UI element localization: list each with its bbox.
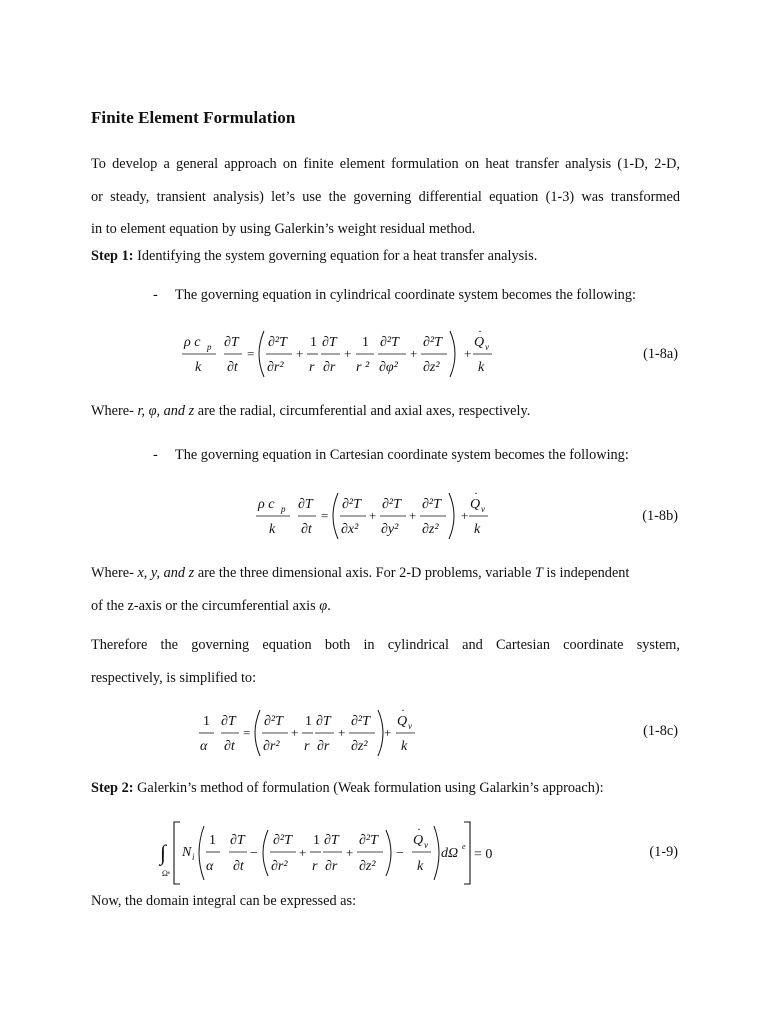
- eq-plus: +: [291, 725, 299, 740]
- equation-number-1-8b: (1-8b): [642, 508, 678, 524]
- inner-right-paren: [386, 830, 391, 876]
- eq-one: 1: [203, 714, 210, 729]
- bullet-cylindrical: [153, 287, 636, 304]
- eq-integral: ∫: [160, 840, 167, 865]
- eq-dz2: ∂z²: [423, 360, 440, 375]
- eq-dt: ∂t: [301, 522, 312, 537]
- bullet-text: The governing equation in cylindrical coordinate system becomes the following:: [175, 287, 636, 303]
- eq-dz2: ∂z²: [422, 522, 439, 537]
- eq-dr2: ∂r²: [263, 739, 280, 754]
- eq-dT: ∂T: [230, 833, 245, 848]
- eq-plus: +: [409, 508, 417, 523]
- eq-Q: Q: [470, 497, 481, 512]
- eq-d2T: ∂²T: [382, 497, 401, 512]
- eq-one: 1: [310, 335, 317, 350]
- eq-sup-e: e: [462, 842, 466, 851]
- where-cylindrical: [91, 396, 680, 426]
- eq-d2T: ∂²T: [351, 714, 370, 729]
- eq-rho-cp: ρ c: [258, 497, 275, 512]
- eq-d2T: ∂²T: [264, 714, 283, 729]
- eq-d2T: ∂²T: [342, 497, 361, 512]
- eq-plus: +: [464, 346, 472, 361]
- eq-plus: +: [369, 508, 377, 523]
- eq-plus: +: [461, 508, 469, 523]
- left-paren: [259, 331, 264, 377]
- eq-dT: ∂T: [298, 497, 313, 512]
- eq-Q: Q: [474, 335, 485, 350]
- therefore-line-1: Therefore the governing equation both in cylindrical and Cartesian coordinate system,: [91, 637, 680, 653]
- eq-N: N: [182, 845, 192, 860]
- eq-dT: ∂T: [316, 714, 331, 729]
- therefore-line-2: respectively, is simplified to:: [91, 669, 257, 686]
- therefore-paragraph: [91, 629, 680, 694]
- bullet-text: The governing equation in Cartesian coordinate system becomes the following:: [175, 447, 629, 463]
- bullet-cartesian: [153, 447, 629, 464]
- eq-equals: =: [243, 725, 251, 740]
- eq-dz2: ∂z²: [351, 739, 368, 754]
- eq-Q: Q: [413, 833, 424, 848]
- eq-dx2: ∂x²: [341, 522, 359, 537]
- eq-sub-v: v: [485, 342, 489, 352]
- bullet-dash: -: [153, 447, 158, 463]
- step1-text: Identifying the system governing equation for a heat transfer analysis.: [133, 248, 538, 264]
- eq-r: r: [304, 739, 310, 754]
- eq-dr: ∂r: [317, 739, 330, 754]
- eq-d2T: ∂²T: [359, 833, 378, 848]
- left-bracket: [174, 822, 180, 884]
- eq-plus: +: [296, 346, 304, 361]
- eq-alpha: α: [200, 739, 208, 754]
- eq-sub-v: v: [408, 721, 412, 731]
- eq-plus: +: [384, 725, 392, 740]
- equation-1-8c: [196, 705, 426, 757]
- eq-dphi2: ∂φ²: [379, 360, 398, 375]
- equation-1-8a: [180, 326, 500, 378]
- eq-dT: ∂T: [324, 833, 339, 848]
- step2-label: Step 2:: [91, 780, 134, 796]
- eq-dT: ∂T: [221, 714, 236, 729]
- variable-T: T: [534, 565, 543, 581]
- equation-1-8b: [254, 488, 494, 540]
- step1-label: Step 1:: [91, 248, 134, 264]
- intro-line-1: To develop a general approach on finite element formulation on heat transfer analysis (1-D, 2-D,: [91, 156, 680, 172]
- eq-plus: +: [410, 346, 418, 361]
- eq-dr: ∂r: [325, 859, 338, 874]
- outer-left-paren: [199, 826, 204, 880]
- equation-number-1-9: (1-9): [649, 844, 678, 860]
- eq-dOmega: dΩ: [441, 846, 459, 861]
- section-heading: Finite Element Formulation: [91, 108, 296, 127]
- eq-equals: =: [247, 346, 255, 361]
- left-paren: [255, 710, 260, 756]
- step2-text: Galerkin’s method of formulation (Weak formulation using Galarkin’s approach):: [133, 780, 604, 796]
- eq-plus: +: [346, 845, 354, 860]
- eq-dt: ∂t: [233, 859, 244, 874]
- where-variables: r, φ, and z: [137, 403, 195, 419]
- inner-left-paren: [263, 830, 268, 876]
- where-prefix: Where-: [91, 403, 134, 419]
- right-paren: [378, 710, 383, 756]
- eq-r: r: [309, 360, 315, 375]
- right-paren: [450, 331, 455, 377]
- eq-one: 1: [209, 833, 216, 848]
- equation-number-1-8a: (1-8a): [643, 346, 678, 362]
- eq-dz2: ∂z²: [359, 859, 376, 874]
- eq-dr2: ∂r²: [271, 859, 288, 874]
- where-variables: x, y, and z: [137, 565, 195, 581]
- eq-plus: +: [338, 725, 346, 740]
- eq-dT: ∂T: [224, 335, 239, 350]
- eq-one: 1: [362, 335, 369, 350]
- intro-paragraph: [91, 148, 680, 246]
- where-cartesian: [91, 557, 680, 622]
- eq-k: k: [474, 522, 481, 537]
- eq-plus: +: [299, 845, 307, 860]
- eq-minus: −: [396, 846, 404, 861]
- now-paragraph: Now, the domain integral can be expressed as:: [91, 893, 357, 909]
- where-line2-text: of the z-axis or the circumferential axis: [91, 597, 316, 614]
- eq-sub-i: i: [192, 852, 195, 862]
- eq-Q: Q: [397, 714, 408, 729]
- eq-dot: ·: [401, 703, 405, 717]
- eq-sub-p: p: [281, 504, 286, 514]
- outer-right-paren: [434, 826, 439, 880]
- eq-sub-v: v: [481, 504, 485, 514]
- period: .: [327, 597, 331, 614]
- where-prefix: Where-: [91, 565, 134, 581]
- eq-minus: −: [250, 846, 258, 861]
- eq-k: k: [401, 739, 408, 754]
- eq-dt: ∂t: [227, 360, 238, 375]
- equation-number-1-8c: (1-8c): [643, 723, 678, 739]
- eq-k: k: [195, 360, 202, 375]
- bullet-dash: -: [153, 287, 158, 303]
- eq-d2T: ∂²T: [273, 833, 292, 848]
- eq-k: k: [478, 360, 485, 375]
- eq-dot: ·: [474, 486, 478, 500]
- eq-alpha: α: [206, 859, 214, 874]
- eq-k: k: [269, 522, 276, 537]
- where-text: are the radial, circumferential and axial axes, respectively.: [197, 403, 531, 419]
- where2-line-2: [91, 590, 680, 623]
- eq-one: 1: [313, 833, 320, 848]
- eq-dot: ·: [417, 822, 421, 836]
- step2-paragraph: [91, 773, 680, 803]
- right-bracket: [464, 822, 470, 884]
- step1-paragraph: [91, 240, 680, 273]
- eq-dot: ·: [478, 324, 482, 338]
- eq-dt: ∂t: [224, 739, 235, 754]
- eq-k: k: [417, 859, 424, 874]
- eq-equals: =: [321, 508, 329, 523]
- where-text: are the three dimensional axis. For 2-D problems, variable: [197, 565, 532, 581]
- right-paren: [449, 493, 454, 539]
- eq-dr: ∂r: [323, 360, 336, 375]
- eq-plus: +: [344, 346, 352, 361]
- eq-domain: Ωᵉ: [162, 869, 170, 878]
- eq-sub-p: p: [207, 342, 212, 352]
- eq-d2T: ∂²T: [380, 335, 399, 350]
- eq-dy2: ∂y²: [381, 522, 399, 537]
- eq-r2: r ²: [356, 360, 370, 375]
- left-paren: [333, 493, 338, 539]
- eq-dT: ∂T: [322, 335, 337, 350]
- equation-1-9: [158, 818, 498, 888]
- eq-sub-v: v: [424, 840, 428, 850]
- eq-d2T: ∂²T: [268, 335, 287, 350]
- eq-rho-cp: ρ c: [184, 335, 201, 350]
- variable-phi: φ: [319, 597, 328, 614]
- where2-line-1: [91, 557, 680, 590]
- eq-one: 1: [305, 714, 312, 729]
- where-text-end: is independent: [546, 565, 630, 581]
- eq-d2T: ∂²T: [423, 335, 442, 350]
- intro-line-2: or steady, transient analysis) let’s use the governing differential equation (1-3) was transformed: [91, 188, 680, 205]
- eq-d2T: ∂²T: [422, 497, 441, 512]
- intro-line-3: in to element equation by using Galerkin’s weight residual method.: [91, 221, 476, 237]
- eq-dr2: ∂r²: [267, 360, 284, 375]
- eq-equals-zero: = 0: [474, 847, 493, 862]
- eq-r: r: [312, 859, 318, 874]
